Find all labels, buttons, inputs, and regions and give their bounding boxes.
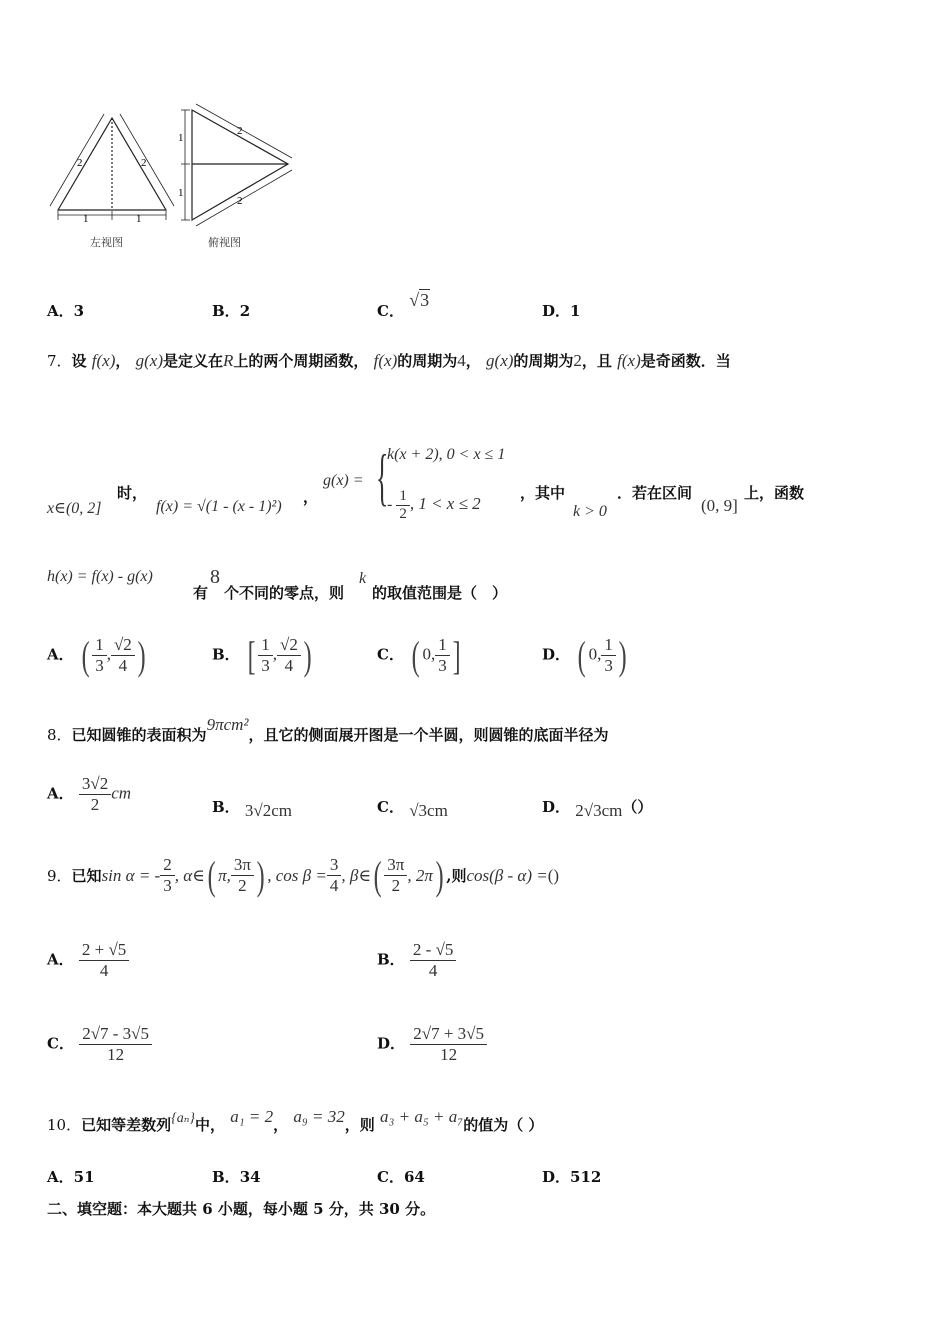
q8-option-c[interactable] [377, 796, 448, 820]
top-side-b-label: 2 [237, 195, 243, 207]
q10-option-d[interactable] [542, 1166, 601, 1187]
q7-text-5: 的周期为 [513, 352, 574, 370]
q7-number: 7． [47, 352, 72, 370]
q7-text-2: 是定义在 [163, 352, 224, 370]
q8-option-d-tail: （） [622, 798, 653, 816]
q7-option-c-zero: 0, [422, 644, 436, 664]
q7-option-d-right: ) [618, 633, 627, 678]
q8-option-b-label: B． [212, 798, 240, 816]
q6-option-c-value: 3 [420, 290, 430, 310]
q9-option-a-label: A． [47, 950, 74, 969]
q7-text-10: 有 [193, 584, 209, 602]
q9-alpha-int-left: ( [207, 853, 216, 898]
q9-alpha-int-frac [231, 855, 254, 896]
q6-option-b[interactable] [212, 300, 250, 321]
q8-option-a-unit: cm [111, 783, 132, 803]
q8-area: 9πcm² [206, 715, 249, 734]
q9-alpha-int-pi: π, [218, 865, 231, 885]
q7-x-domain: x∈(0, 2] [47, 500, 102, 517]
q7-option-b-d1: 3 [261, 656, 270, 675]
q10-option-a[interactable] [47, 1166, 95, 1187]
q10-option-c-label: C． [377, 1168, 404, 1186]
q7-option-b-frac-2 [277, 635, 301, 676]
q9-beta-int-right: ) [435, 853, 444, 898]
q6-option-b-value: 2 [239, 302, 251, 320]
q9-sin-den: 3 [163, 876, 172, 895]
q7-f-def: f(x) = √(1 - (x - 1)²) [156, 498, 282, 515]
q9-option-b-frac [410, 940, 457, 981]
q7-option-b-label: B． [212, 645, 240, 664]
q7-option-d-left: ( [577, 633, 586, 678]
q7-g-case-2-num: 1 [396, 488, 410, 506]
q7-option-d-zero: 0, [588, 644, 602, 664]
q7-when: 时， [117, 484, 148, 502]
q9-option-d-num: 2√7 + 3√5 [410, 1024, 487, 1045]
q7-option-c-left: ( [411, 633, 420, 678]
q7-option-b-n1: 1 [258, 635, 273, 656]
q9-option-d[interactable] [377, 1024, 487, 1065]
q7-h-def: h(x) = f(x) - g(x) [47, 568, 153, 585]
left-view-drawing [50, 114, 174, 220]
q7-option-a-frac-1 [92, 635, 107, 676]
q9-option-c-frac [79, 1024, 152, 1065]
q9-option-c-label: C． [47, 1034, 74, 1053]
q7-text-6: ，且 [581, 352, 612, 370]
q10-option-a-value: 51 [73, 1168, 95, 1186]
q10-option-c[interactable] [377, 1166, 425, 1187]
top-view-drawing [181, 104, 292, 226]
q7-option-d-n: 1 [601, 635, 616, 656]
q7-option-b-left: [ [247, 633, 256, 678]
left-side-a-label: 2 [77, 157, 83, 169]
q7-g-case-2-den: 2 [399, 506, 407, 522]
q8-option-b-value: 3√2cm [244, 801, 293, 820]
q7-period-4: 4 [457, 351, 466, 370]
q9-option-c-num: 2√7 - 3√5 [79, 1024, 152, 1045]
q7-option-c-right: ] [452, 633, 461, 678]
q7-g-brace: { [376, 441, 389, 512]
q9-tail: () [547, 865, 560, 885]
q7-g-case-2-minus: - [387, 496, 393, 514]
q8-number: 8． [47, 726, 72, 744]
q7-option-d-label: D． [542, 645, 571, 664]
q10-seq: {aₙ} [171, 1111, 195, 1126]
q6-option-c-label: C． [377, 302, 404, 320]
q9-alpha-in: , α∈ [174, 865, 205, 885]
three-view-svg [40, 96, 310, 256]
q9-option-d-den: 12 [440, 1045, 458, 1064]
q10-option-b-value: 34 [239, 1168, 261, 1186]
q7-f2: f(x) [373, 351, 398, 370]
q7-g-case-2-frac [396, 488, 410, 523]
q8-text-2: ，且它的侧面展开图是一个半圆，则圆锥的底面半径为 [248, 726, 609, 744]
q7-option-a-n1: 1 [92, 635, 107, 656]
q7-option-b[interactable]: B． [ $\frac{1}{3}$ , $\frac{√2}{4}$ ) [212, 633, 312, 678]
q6-option-d-label: D． [542, 302, 571, 320]
q7-option-a-right: ) [137, 633, 146, 678]
q8-line [47, 715, 609, 745]
q7-k-cond: k > 0 [573, 503, 607, 520]
q9-cos-num: 3 [327, 855, 342, 876]
q9-beta-int-num: 3π [384, 855, 407, 876]
q9-sin-num: 2 [160, 855, 175, 876]
q9-beta-int-2pi: , 2π [407, 865, 433, 885]
q9-number: 9． [47, 867, 72, 885]
q9-alpha-int-num: 3π [231, 855, 254, 876]
q9-option-b[interactable] [377, 940, 456, 981]
q9-option-d-frac [410, 1024, 487, 1065]
q7-R: R [223, 351, 234, 370]
top-side-a-label: 2 [237, 125, 243, 137]
q10-option-a-label: A． [47, 1168, 74, 1186]
q7-option-a-left: ( [81, 633, 90, 678]
q9-alpha-int-right: ) [256, 853, 265, 898]
q7-option-c-frac [435, 635, 450, 676]
q7-g-case-2 [387, 488, 481, 523]
top-seg-b-label: 1 [178, 187, 184, 199]
q7-eight: 8 [210, 566, 220, 588]
section-2-heading: 二、填空题：本大题共 6 小题，每小题 5 分，共 30 分。 [47, 1200, 436, 1218]
q9-beta-int-frac [384, 855, 407, 896]
q10-option-d-value: 512 [570, 1168, 602, 1186]
q7-option-a-d2: 4 [118, 656, 128, 675]
q9-option-a-frac [79, 940, 129, 981]
q8-option-b[interactable] [212, 796, 293, 820]
q7-text-9: 上，函数 [744, 484, 805, 502]
q7-g: g(x) [135, 351, 164, 370]
q9-line [47, 852, 559, 899]
q9-then: ,则 [446, 867, 467, 885]
q7-g2: g(x) [486, 351, 514, 370]
q10-text-4: 的值为（ ） [463, 1116, 544, 1134]
q10-option-b[interactable] [212, 1166, 261, 1187]
q7-option-c-d: 3 [438, 656, 447, 675]
q9-option-c-den: 12 [107, 1045, 125, 1064]
q7-text-4: 的周期为 [397, 352, 458, 370]
q10-option-b-label: B． [212, 1168, 240, 1186]
q8-option-a-num: 3√2 [79, 774, 111, 795]
q7-text-11: 个不同的零点，则 [224, 584, 345, 602]
q8-option-d[interactable] [542, 796, 653, 820]
q7-option-a-n2: √2 [111, 635, 135, 656]
q10-a1: a₁ = 2 [230, 1107, 274, 1126]
q7-k: k [359, 570, 367, 587]
q7-g-lhs: g(x) = [323, 472, 364, 489]
q10-a9: a₉ = 32 [293, 1107, 345, 1126]
q9-target: cos(β - α) = [466, 865, 548, 885]
q7-text-12: 的取值范围是（ ） [372, 584, 508, 602]
q10-comma: ， [273, 1116, 289, 1134]
q10-text-2: 中， [194, 1116, 225, 1134]
top-view-caption: 俯视图 [208, 236, 241, 249]
q10-option-d-label: D． [542, 1168, 571, 1186]
q7-option-c[interactable] [377, 632, 463, 679]
q10-text-1: 已知等差数列 [81, 1116, 172, 1134]
q8-option-d-value: 2√3cm [575, 801, 623, 820]
q6-option-a[interactable] [47, 300, 84, 321]
q7-option-d-frac [601, 635, 616, 676]
q7-option-a-label: A． [47, 645, 74, 664]
q9-sin: sin α = - [101, 865, 161, 885]
q8-option-a[interactable] [47, 774, 131, 815]
top-seg-a-label: 1 [178, 132, 184, 144]
q6-option-b-label: B． [212, 302, 240, 320]
q9-cos-frac [327, 855, 342, 896]
q6-option-d[interactable] [542, 300, 580, 321]
q7-comma-1: ， [115, 352, 131, 370]
q9-option-a-den: 4 [99, 961, 109, 980]
q7-comma-3: ， [303, 488, 319, 506]
three-view-figure [40, 96, 310, 256]
q9-option-b-den: 4 [428, 961, 438, 980]
q7-g-case-1: k(x + 2), 0 < x ≤ 1 [387, 446, 506, 463]
q7-option-b-frac-1 [258, 635, 273, 676]
q9-option-b-num: 2 - √5 [410, 940, 457, 961]
q10-option-c-value: 64 [403, 1168, 425, 1186]
q8-option-a-den: 2 [90, 795, 100, 814]
left-side-b-label: 2 [141, 157, 147, 169]
q9-beta-in: , β∈ [341, 865, 371, 885]
q7-comma-2: ， [465, 352, 481, 370]
q7-text-7: 是奇函数．当 [640, 352, 731, 370]
q7-period-2: 2 [573, 351, 582, 370]
q7-text-8: ．若在区间 [617, 484, 693, 502]
q6-option-d-value: 1 [570, 302, 581, 320]
q7-g-case-2-post: , 1 < x ≤ 2 [409, 494, 481, 514]
q10-sum: a₃ + a₅ + a₇ [380, 1107, 464, 1126]
q8-option-d-label: D． [542, 798, 571, 816]
q10-text-3: ，则 [344, 1116, 375, 1134]
q9-cos: , cos β = [267, 865, 327, 885]
q7-option-c-label: C． [377, 645, 404, 664]
q7-text-3: 上的两个周期函数， [233, 352, 369, 370]
q10-number: 10． [47, 1116, 82, 1134]
q7-option-a-d1: 3 [95, 656, 104, 675]
q7-option-a[interactable]: A． ( $\frac{1}{3}$ , $\frac{√2}{4}$ ) [47, 633, 146, 678]
q8-option-a-label: A． [47, 784, 74, 803]
q10-line [47, 1107, 544, 1135]
q8-option-c-value: √3cm [409, 801, 448, 820]
q7-line-1 [47, 350, 731, 371]
q7-option-b-d2: 4 [284, 656, 294, 675]
q9-beta-int-den: 2 [391, 876, 401, 895]
q9-option-b-label: B． [377, 950, 405, 969]
q7-where: ，其中 [520, 484, 566, 502]
q7-option-a-frac-2 [111, 635, 135, 676]
q6-option-a-label: A． [47, 302, 74, 320]
q9-cos-den: 4 [329, 876, 339, 895]
q9-sin-frac [160, 855, 175, 896]
q7-option-d-d: 3 [604, 656, 613, 675]
left-base-a-label: 1 [83, 213, 89, 225]
q9-option-c[interactable] [47, 1024, 152, 1065]
q7-option-b-right: ) [303, 633, 312, 678]
q7-option-c-n: 1 [435, 635, 450, 656]
q7-option-b-n2: √2 [277, 635, 301, 656]
q9-option-d-label: D． [377, 1034, 406, 1053]
q7-interval: (0, 9] [701, 496, 738, 515]
q7-f: f(x) [91, 351, 116, 370]
q7-option-d[interactable] [542, 632, 629, 679]
q9-text-1: 已知 [71, 867, 102, 885]
q6-option-c[interactable] [377, 290, 430, 321]
q7-f3: f(x) [617, 351, 641, 370]
q9-option-a-num: 2 + √5 [79, 940, 129, 961]
q9-option-a[interactable] [47, 940, 129, 981]
q6-option-a-value: 3 [73, 302, 85, 320]
q8-option-c-label: C． [377, 798, 404, 816]
left-base-b-label: 1 [136, 213, 142, 225]
q8-text-1: 已知圆锥的表面积为 [71, 726, 207, 744]
q6-option-c-sqrt: √3 [409, 290, 430, 310]
q9-alpha-int-den: 2 [238, 876, 247, 895]
q7-text-1: 设 [71, 352, 87, 370]
q8-option-a-frac [79, 774, 111, 815]
left-view-caption: 左视图 [90, 236, 123, 249]
q9-beta-int-left: ( [373, 853, 382, 898]
